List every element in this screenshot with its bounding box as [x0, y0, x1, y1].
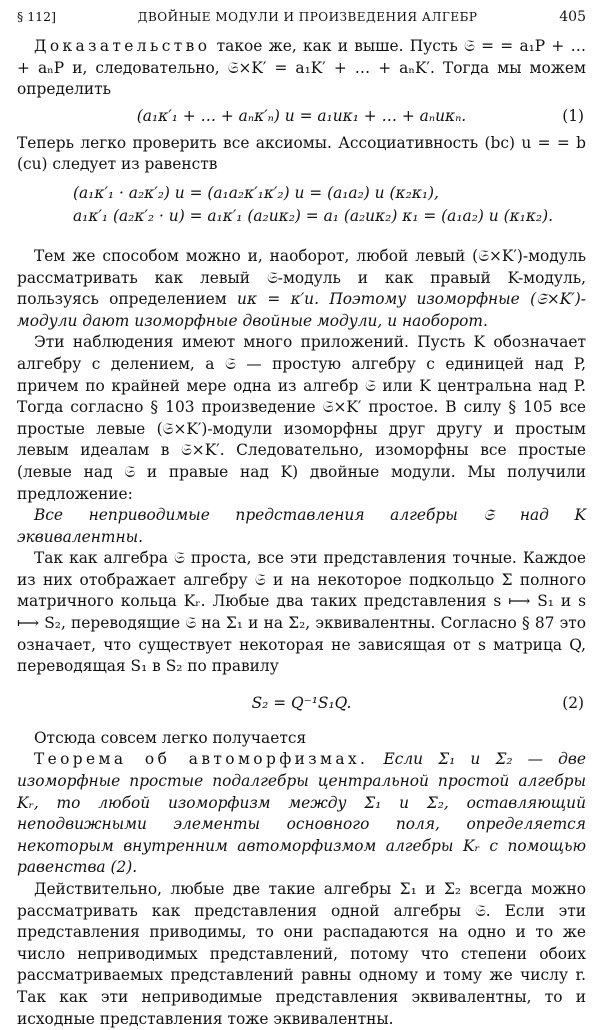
- module-text: Тем же способом можно и, наоборот, любой левый (𝔖×K′)-модуль рассматривать как левый 𝔖-модуль и как правый K-модуль, пользуясь определением: [17, 246, 586, 309]
- theorem-lead: Теорема об автоморфизмах.: [33, 750, 369, 769]
- equation-2: [17, 692, 586, 714]
- applications-paragraph: Эти наблюдения имеют много приложений. Пусть K обозначает алгебру с делением, а 𝔖 — простую алгебру с единицей над P, причем по крайней мере одна из алгебр 𝔖 или K центральна над P. Тогда согласно § 103 произведение 𝔖×K′ простое. В силу § 105 все простые левые (𝔖×K′)-модули изоморфны друг другу и простым левым идеалам в 𝔖×K′. Следовательно, изоморфны все простые (левые над 𝔖 и правые над K) двойные модули. Мы получили предложение:: [17, 333, 586, 503]
- module-paragraph: [17, 246, 586, 332]
- proof-conclusion-paragraph: Действительно, любые две такие алгебры Σ₁ и Σ₂ всегда можно рассматривать как представления одной алгебры 𝔖. Если эти представления приводимы, то они распадаются на одно и то же число неприводимых представлений, потому что степени обоих рассматриваемых представлений равны одному и тому же числу r. Так как эти неприводимые представления эквивалентны, то и исходные представления тоже эквивалентны.: [17, 880, 586, 1028]
- theorem-text: Если Σ₁ и Σ₂ — две изоморфные простые подалгебры центральной простой алгебры Kᵣ, то любой изоморфизм между Σ₁ и Σ₂, оставляющий неподвижными элементы основного поля, определяется некоторым внутренним автоморфизмом алгебры Kᵣ с помощью равенства (2).: [17, 750, 586, 877]
- associativity-line-2: a₁κ′₁ (a₂κ′₂ · u) = a₁κ′₁ (a₂uκ₂) = a₁ (a₂uκ₂) κ₁ = (a₁a₂) u (κ₁κ₂).: [73, 206, 554, 225]
- equation-2-body: S₂ = Q⁻¹S₁Q.: [251, 693, 352, 712]
- proof-paragraph: [17, 36, 586, 101]
- associativity-equations: [73, 182, 586, 228]
- equation-1: [17, 105, 586, 127]
- theorem-paragraph: [17, 749, 586, 879]
- module-italic: uκ = κ′u. Поэтому изоморфные (𝔖×K′)-модули дают изоморфные двойные модули, и наоборот.: [17, 290, 587, 330]
- equation-2-number: (2): [562, 693, 584, 712]
- representations-paragraph: Так как алгебра 𝔖 проста, все эти представления точные. Каждое из них отображает алгебру 𝔖 и на некоторое подкольцо Σ полного матричного кольца Kᵣ. Любые два таких представления s ⟼ S₁ и s ⟼ S₂, переводящие 𝔖 на Σ₁ и на Σ₂, эквивалентны. Согласно § 87 это означает, что существует некоторая не зависящая от s матрица Q, переводящая S₁ в S₂ по правилу: [17, 549, 586, 676]
- proof-lead: Доказательство: [33, 37, 211, 55]
- section-reference: § 112]: [17, 9, 56, 24]
- associativity-line-1: (a₁κ′₁ · a₂κ′₂) u = (a₁a₂κ′₁κ′₂) u = (a₁a₂) u (κ₂κ₁),: [73, 183, 439, 202]
- running-title: ДВОЙНЫЕ МОДУЛИ И ПРОИЗВЕДЕНИЯ АЛГЕБР: [137, 10, 478, 24]
- axioms-paragraph: Теперь легко проверить все аксиомы. Ассоциативность (bc) u = = b (cu) следует из равенств: [17, 133, 586, 174]
- proof-text: такое же, как и выше. Пусть 𝔖 = = a₁P + … + aₙP и, следовательно, 𝔖×K′ = a₁K′ + … + aₙK′. Тогда мы можем определить: [17, 37, 586, 99]
- equation-1-body: (a₁κ′₁ + … + aₙκ′ₙ) u = a₁uκ₁ + … + aₙuκₙ.: [136, 106, 467, 125]
- proposition: Все неприводимые представления алгебры 𝔖 над K эквивалентны.: [17, 506, 586, 546]
- consequence-line: Отсюда совсем легко получается: [33, 728, 307, 747]
- page-number: 405: [559, 9, 586, 25]
- equation-1-number: (1): [562, 106, 584, 125]
- running-header: [17, 6, 586, 28]
